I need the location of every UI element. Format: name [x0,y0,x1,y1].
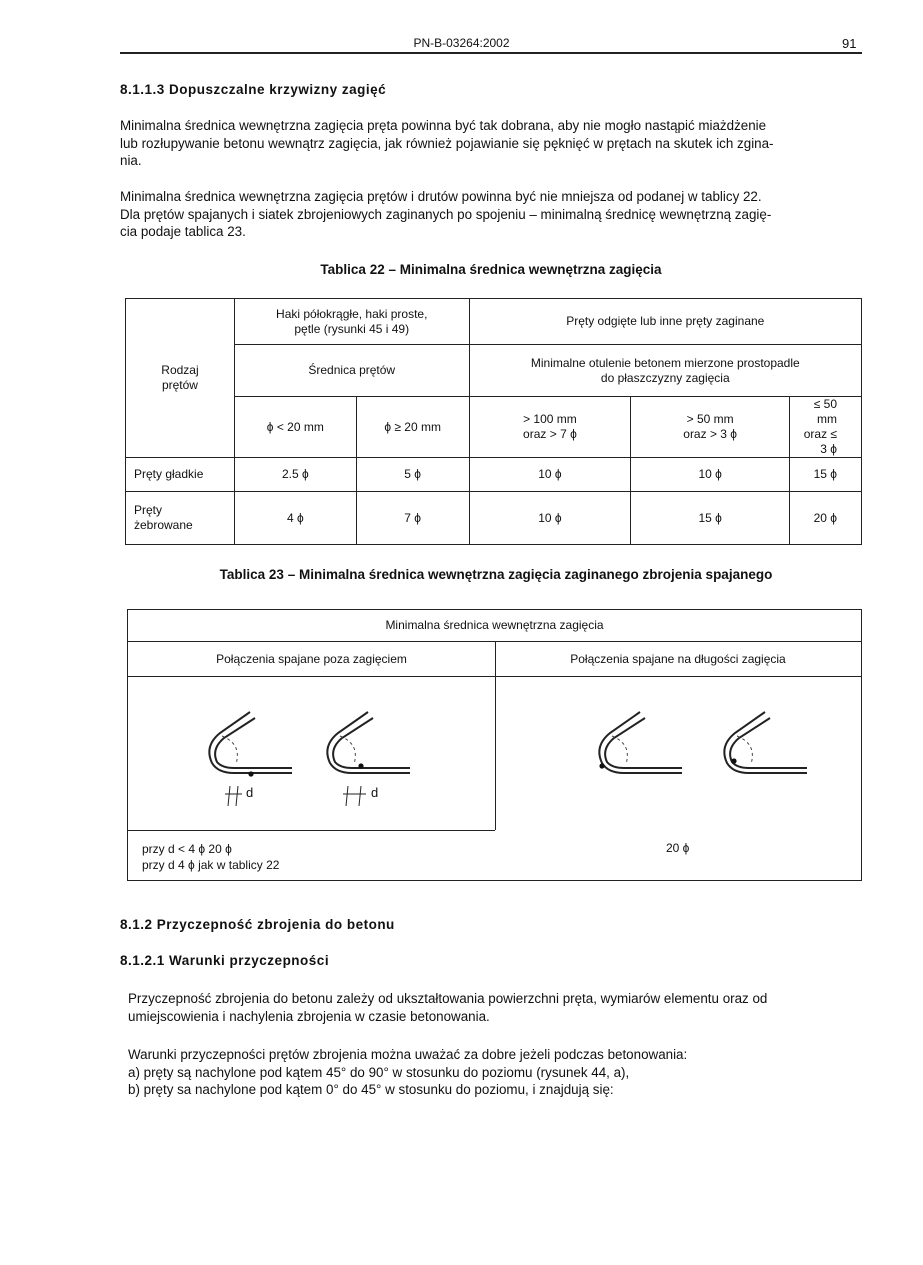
header-line: Minimalne otulenie betonem mierzone prostopadle [530,355,800,370]
table-23 [127,609,862,881]
bend-weld-along-figure-2 [713,706,823,786]
header-line: Rodzaj [161,363,199,377]
srednica-header: Średnica prętów [234,345,469,397]
row-label [126,492,235,545]
table-cell: 20 ϕ [790,492,862,545]
standard-code: PN-B-03264:2002 [413,36,510,50]
paragraph-line: umiejscowienia i nachylenia zbrojenia w czasie betonowania. [128,1008,490,1024]
table23-col2-header: Połączenia spajane na długości zagięcia [570,652,786,666]
paragraph-line: Warunki przyczepności prętów zbrojenia można uważać za dobre jeżeli podczas betonowania: [128,1047,688,1062]
bend-weld-outside-figure-1 [198,706,308,816]
paragraph-line: Minimalna średnica wewnętrzna zagięcia prętów i drutów powinna być nie mniejsza od podanej w tablicy 22. [120,189,762,204]
table-cell: 10 ϕ [469,458,631,492]
header-line: żebrowane [134,518,193,532]
header-line: > 100 mm [523,412,577,426]
header-line: oraz > 3 ϕ [683,427,738,441]
paragraph-line: b) pręty sa nachylone pod kątem 0° do 45° w stosunku do poziomu, i znajdują się: [128,1082,614,1097]
weld-point-icon [599,763,604,768]
table23-col2-value: 20 ϕ [666,841,690,855]
header-line: ≤ 50 mm [813,397,837,426]
grid-line [495,641,496,830]
paragraph-line: a) pręty są nachylone pod kątem 45° do 90° w stosunku do poziomu (rysunek 44, a), [128,1064,630,1080]
paragraph-line: Przyczepność zbrojenia do betonu zależy od ukształtowania powierzchni pręta, wymiarów elementu oraz od [128,991,768,1006]
bend-weld-along-figure-1 [588,706,698,786]
dimension-label: d [371,785,379,800]
table-cell: 10 ϕ [631,458,790,492]
paragraph-line: Minimalna średnica wewnętrzna zagięcia pręta powinna być tak dobrana, aby nie mogło nastąpić miażdżenie [120,118,767,133]
table-cell: 7 ϕ [356,492,469,545]
header-line: oraz > 7 ϕ [523,427,577,441]
subheader-cell: ϕ < 20 mm [234,397,356,458]
paragraph-min-diameter [120,188,862,241]
table-22 [125,298,862,545]
section-heading-8121: 8.1.2.1 Warunki przyczepności [120,953,330,968]
subheader-cell [790,397,862,458]
subheader-cell [469,397,631,458]
note-line: przy d < 4 ϕ 20 ϕ [142,842,232,856]
table-row [126,492,862,545]
header-line: pętle (rysunki 45 i 49) [294,321,410,336]
header-line: Pręty [134,503,163,517]
header-line: > 50 mm [686,412,734,426]
table-cell: 15 ϕ [631,492,790,545]
section-heading-8113: 8.1.1.3 Dopuszczalne krzywizny zagięć [120,82,387,97]
paragraph-line: cia podaje tablica 23. [120,224,246,239]
haki-header [234,299,469,345]
note-line: przy d 4 ϕ jak w tablicy 22 [142,858,280,872]
rodzaj-header [126,299,235,458]
paragraph-line: lub rozłupywanie betonu wewnątrz zagięcia, jak również pojawianie się pęknięć w prętach na skutek ich zgina- [120,135,774,151]
table23-caption: Tablica 23 – Minimalna średnica wewnętrzna zagięcia zaginanego zbrojenia spajanego [219,567,773,582]
row-label: Pręty gładkie [126,458,235,492]
bend-weld-outside-figure-2 [316,706,426,816]
weld-point-icon [731,758,736,763]
table-row [126,458,862,492]
paragraph-line: Dla prętów spajanych i siatek zbrojeniowych zaginanych po spojeniu – minimalną średnicę wewnętrzną zagię- [120,206,772,222]
table23-col1-note [142,841,279,873]
header-rule [120,52,862,54]
paragraph-line: nia. [120,153,142,168]
prety-odgiete-header: Pręty odgięte lub inne pręty zaginane [469,299,861,345]
dimension-label: d [246,785,254,800]
table23-top-header: Minimalna średnica wewnętrzna zagięcia [385,618,604,632]
paragraph-bend-diameter [120,117,862,170]
header-line: prętów [161,378,198,392]
table-cell: 4 ϕ [234,492,356,545]
table-cell: 15 ϕ [790,458,862,492]
page-number: 91 [842,36,857,51]
table-cell: 5 ϕ [356,458,469,492]
subheader-cell [631,397,790,458]
header-line: do płaszczyzny zagięcia [600,370,730,385]
section-heading-812: 8.1.2 Przyczepność zbrojenia do betonu [120,917,395,932]
table-cell: 10 ϕ [469,492,631,545]
paragraph-adhesion [128,990,873,1025]
table-cell: 2.5 ϕ [234,458,356,492]
otulenie-header [469,345,861,397]
paragraph-conditions [128,1046,873,1099]
weld-point-icon [248,771,253,776]
subheader-cell: ϕ ≥ 20 mm [356,397,469,458]
header-line: oraz ≤ 3 ϕ [803,427,837,456]
weld-point-icon [358,763,363,768]
table23-col1-header: Połączenia spajane poza zagięciem [216,652,407,666]
grid-line [128,830,495,831]
header-line: Haki półokrągłe, haki proste, [276,306,428,321]
table22-caption: Tablica 22 – Minimalna średnica wewnętrzna zagięcia [320,262,662,277]
